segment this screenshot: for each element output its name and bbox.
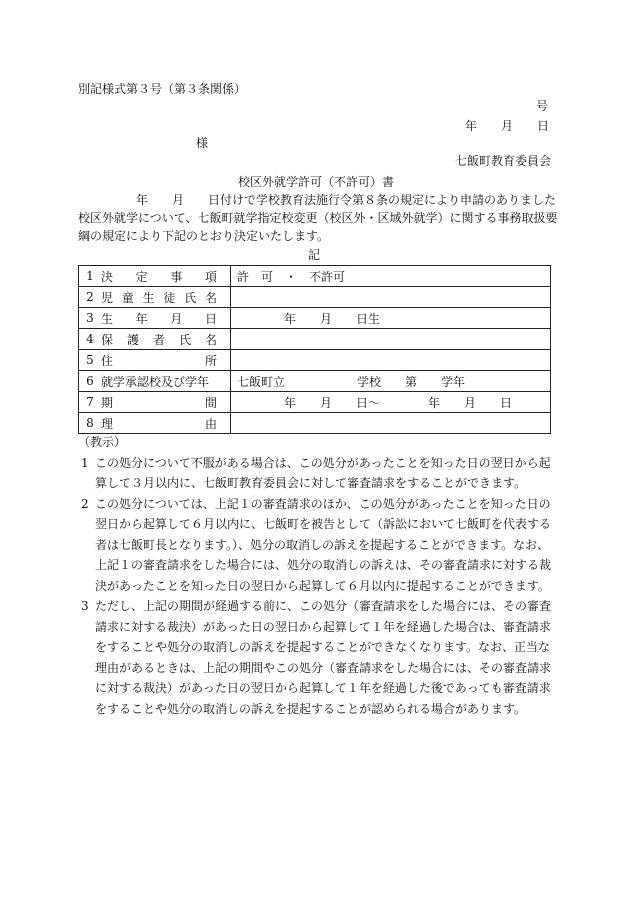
row-label-char: 事 (170, 269, 183, 284)
document-number: 号 (536, 99, 549, 113)
note-item (78, 494, 552, 597)
row-label-char: 生 (101, 311, 114, 326)
notes-list (78, 453, 552, 720)
row-label (101, 331, 217, 348)
row-label-cell (79, 308, 231, 329)
row-label-char: 住 (101, 353, 114, 368)
row-label-char: 者 (152, 332, 165, 347)
table-row (79, 266, 551, 287)
row-label (101, 268, 217, 285)
row-label-cell (79, 350, 231, 371)
form-label: 別記様式第３号（第３条関係） (78, 82, 247, 96)
row-label-cell (79, 287, 231, 308)
note-number: 2 (81, 496, 89, 511)
row-label-char: 生 (142, 290, 155, 305)
row-number: 7 (86, 394, 94, 409)
row-label-char: 氏 (178, 332, 191, 347)
date-year: 年 (465, 119, 478, 133)
row-label-char: 日 (204, 311, 217, 326)
intro-line-2: 校区外就学について、七飯町就学指定校変更（校区外・区域外就学）に関する事務取扱要 (78, 211, 558, 225)
row-label (101, 415, 217, 432)
row-label (101, 394, 217, 411)
table-row (79, 287, 551, 308)
row-value: 七飯町立 学校 第 学年 (231, 371, 551, 392)
row-label-char: 保 (101, 332, 114, 347)
table-row (79, 371, 551, 392)
table-row (79, 392, 551, 413)
row-value: 年 月 日～ 年 月 日 (231, 392, 551, 413)
ki-heading: 記 (308, 248, 321, 262)
row-label-char: 理 (101, 416, 114, 431)
row-label-char: 間 (204, 395, 217, 410)
row-label (101, 352, 217, 369)
note-item (78, 453, 552, 494)
row-value (231, 413, 551, 434)
table-row (79, 413, 551, 434)
row-value (231, 350, 551, 371)
note-item (78, 596, 552, 719)
table-row (79, 329, 551, 350)
row-number: 5 (86, 352, 94, 367)
row-label-char: 月 (170, 311, 183, 326)
note-number: 1 (81, 455, 89, 470)
intro-line-1: 年 月 日付けで学校教育法施行令第８条の規定により申請のありました (136, 193, 557, 207)
row-label-char: 決 (101, 269, 114, 284)
row-value: 許 可 ・ 不許可 (231, 266, 551, 287)
row-label-char: 項 (204, 269, 217, 284)
row-label-char: 童 (121, 290, 134, 305)
row-label (101, 289, 217, 306)
row-label-char: 氏 (184, 290, 197, 305)
row-label-cell (79, 266, 231, 287)
row-label-cell (79, 392, 231, 413)
notes-section (78, 432, 552, 719)
row-label-char: 定 (135, 269, 148, 284)
row-label-char: 期 (101, 395, 114, 410)
note-text: この処分について不服がある場合は、この処分があったことを知った日の翌日から起算して３月以内に、七飯町教育委員会に対して審査請求をすることができます。 (95, 455, 551, 490)
row-label-char: 名 (204, 332, 217, 347)
row-number: 6 (86, 373, 94, 388)
row-number: 2 (86, 289, 94, 304)
note-number: 3 (81, 599, 89, 613)
row-label (101, 310, 217, 327)
row-label-char: 児 (101, 290, 114, 305)
row-label-char: 護 (126, 332, 139, 347)
note-text: この処分については、上記１の審査請求のほか、この処分があったことを知った日の翌日から起算して６月以内に、七飯町を被告として（訴訟において七飯町を代表する者は七飯町長となります。）、処分の取消しの訴えを提起することができます。なお、上記１の審査請求をした場合には、処分の取消しの訴えは、その審査請求に対する裁決があったことを知った日の翌日から起算して６月以内に提起することができます。 (95, 496, 552, 593)
row-number: 4 (86, 331, 94, 346)
row-value: 年 月 日生 (231, 308, 551, 329)
table-row (79, 308, 551, 329)
notes-heading: （教示） (78, 435, 127, 449)
row-value (231, 287, 551, 308)
date-day: 日 (537, 119, 550, 133)
date-month: 月 (501, 119, 514, 133)
row-label-char: 名 (204, 290, 217, 305)
row-number: 8 (86, 415, 94, 430)
row-value (231, 329, 551, 350)
row-label-char: 年 (135, 311, 148, 326)
row-label: 就学承認校及び学年 (101, 374, 210, 389)
row-label-char: 徒 (163, 290, 176, 305)
addressee-honorific: 様 (196, 136, 209, 150)
row-label-char: 由 (204, 416, 217, 431)
issuer-name: 七飯町教育委員会 (455, 154, 552, 168)
decision-table (78, 265, 551, 434)
document-title: 校区外就学許可（不許可）書 (238, 175, 395, 189)
row-label-cell (79, 371, 231, 392)
intro-line-3: 綱の規定により下記のとおり決定いたします。 (78, 229, 330, 243)
row-label-char: 所 (204, 353, 217, 368)
table-row (79, 350, 551, 371)
row-label-cell (79, 329, 231, 350)
row-number: 3 (86, 310, 94, 325)
row-label-cell (79, 413, 231, 434)
note-text: ただし、上記の期間が経過する前に、この処分（審査請求をした場合には、その審査請求に対する裁決）があった日の翌日から起算して１年を経過した場合は、審査請求をすることや処分の取消しの訴えを提起することができなくなります。なお、正当な理由があるときは、上記の期間やこの処分（審査請求をした場合には、その審査請求に対する裁決）があった日の翌日から起算して１年を経過した後であっても審査請求をすることや処分の取消しの訴えを提起することが認められる場合があります。 (95, 599, 552, 716)
row-number: 1 (86, 268, 94, 283)
